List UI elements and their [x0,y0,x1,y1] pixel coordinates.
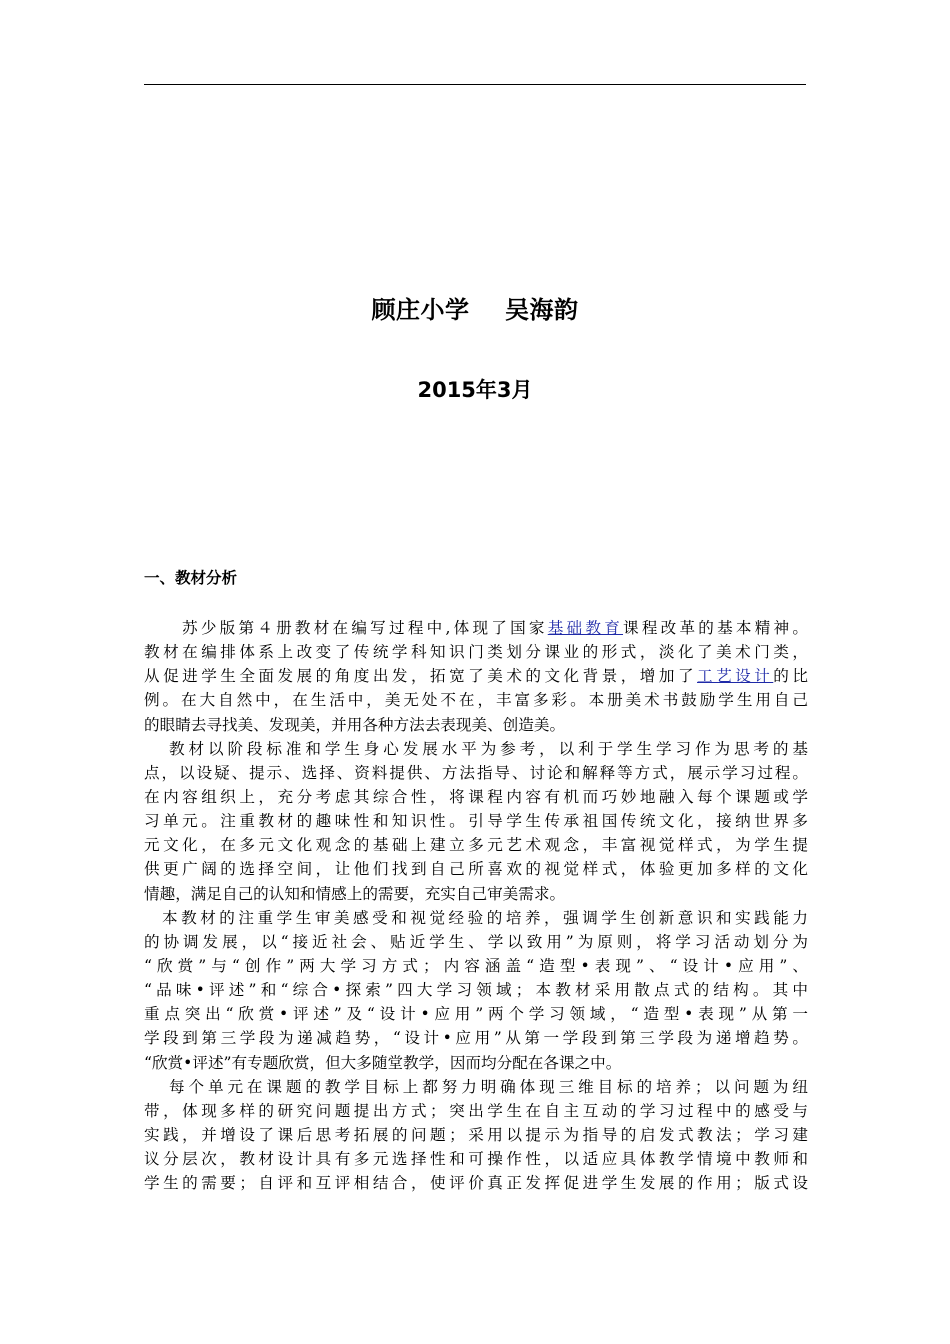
paragraph-line: “欣赏”与“创作”两大学习方式；内容涵盖“造型•表现”、“设计•应用”、 [144,956,808,975]
author-line: 顾庄小学 吴海韵 [371,296,579,324]
text-run: 苏少版第４册教材在编写过程中,体现了国家 [182,619,548,637]
paragraph-line: 学段到第三学段为递减趋势，“设计•应用”从第一学段到第三学段为递增趋势。 [144,1029,808,1048]
paragraph-line: 每个单元在课题的教学目标上都努力明确体现三维目标的培养；以问题为纽 [169,1077,808,1096]
header-rule [144,84,806,85]
paragraph-line: 例。在大自然中，在生活中，美无处不在，丰富多彩。本册美术书鼓励学生用自己 [144,691,808,710]
paragraph-line: 议分层次，教材设计具有多元选择性和可操作性，以适应具体教学情境中教师和 [144,1150,808,1169]
paragraph-line: 习单元。注重教材的趣味性和知识性。引导学生传承祖国传统文化，接纳世界多 [144,812,808,831]
body-text [144,616,808,1195]
paragraph-line [144,616,808,640]
paragraph-line: 元文化，在多元文化观念的基础上建立多元艺术观念，丰富视觉样式，为学生提 [144,836,808,855]
paragraph-line: 情趣，满足自己的认知和情感上的需要，充实自己审美需求。 [144,884,566,903]
paragraph-line: 在内容组织上，充分考虑其综合性，将课程内容有机而巧妙地融入每个课题或学 [144,787,808,806]
paragraph-line: “品味•评述”和“综合•探索”四大学习领域；本教材采用散点式的结构。其中 [144,981,808,1000]
paragraph-line: 点，以设疑、提示、选择、资料提供、方法指导、讨论和解释等方式，展示学习过程。 [144,763,808,782]
paragraph-line: 重点突出“欣赏•评述”及“设计•应用”两个学习领域，“造型•表现”从第一 [144,1005,808,1024]
date-line: 2015年3月 [417,378,533,402]
paragraph-line: 教材以阶段标准和学生身心发展水平为参考，以利于学生学习作为思考的基 [169,739,808,758]
paragraph-line: 教材在编排体系上改变了传统学科知识门类划分课业的形式，淡化了美术门类， [144,643,808,662]
link-gongyi-sheji[interactable]: 工艺设计 [697,667,774,686]
paragraph-line: 实践，并增设了课后思考拓展的问题；采用以提示为指导的启发式教法；学习建 [144,1125,808,1144]
paragraph-line: “欣赏•评述”有专题欣赏，但大多随堂教学，因而均分配在各课之中。 [144,1053,622,1072]
paragraph-line: 本教材的注重学生审美感受和视觉经验的培养，强调学生创新意识和实践能力 [162,908,808,927]
paragraph-line [144,664,808,688]
text-run: 从促进学生全面发展的角度出发，拓宽了美术的文化背景，增加了 [144,667,698,686]
text-run: 的比 [773,667,808,686]
paragraph-line: 供更广阔的选择空间，让他们找到自己所喜欢的视觉样式，体验更加多样的文化 [144,860,808,879]
section-heading: 一、教材分析 [144,569,238,587]
link-jichu-jiaoyu[interactable]: 基础教育 [547,619,624,637]
paragraph-line: 学生的需要；自评和互评相结合，使评价真正发挥促进学生发展的作用；版式设 [144,1174,808,1193]
paragraph-line: 的协调发展，以“接近社会、贴近学生、学以致用”为原则，将学习活动划分为 [144,932,808,951]
text-run: 课程改革的基本精神。 [623,619,808,637]
paragraph-line: 的眼睛去寻找美、发现美，并用各种方法去表现美、创造美。 [144,715,566,734]
paragraph-line: 带，体现多样的研究问题提出方式；突出学生在自主互动的学习过程中的感受与 [144,1101,808,1120]
